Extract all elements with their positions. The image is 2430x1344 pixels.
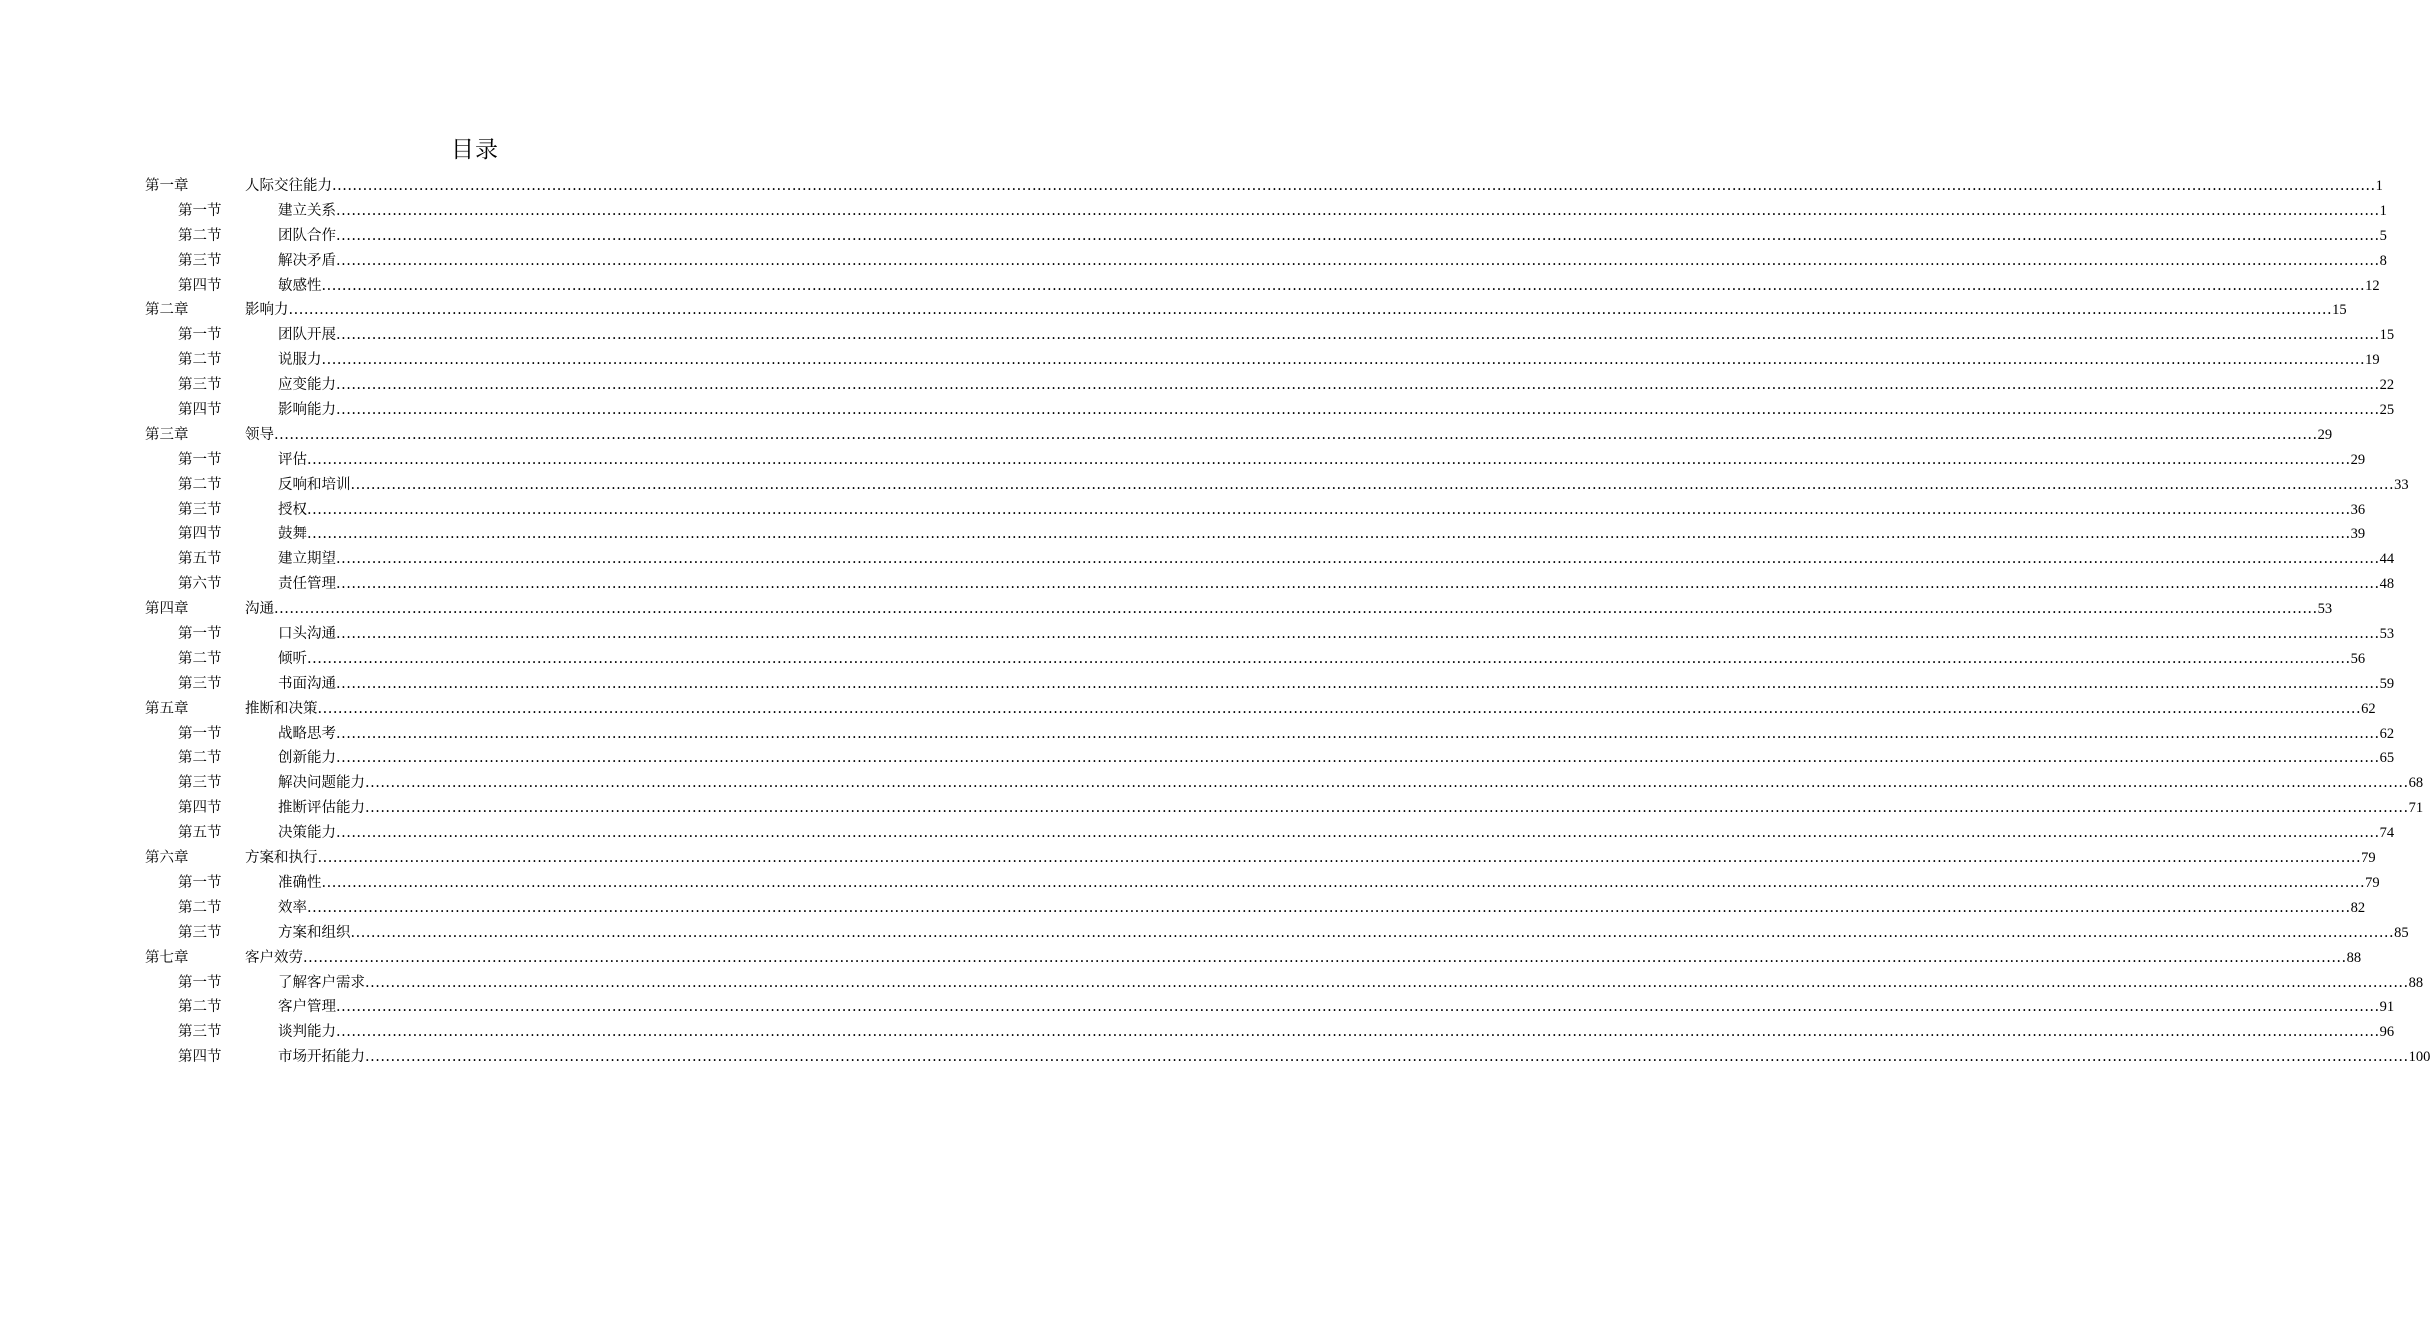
toc-section-entry[interactable] <box>0 448 2366 473</box>
entry-main <box>278 746 2395 771</box>
entry-label: 第一节 <box>178 451 222 468</box>
toc-chapter-entry[interactable] <box>0 597 2333 622</box>
entry-page-number[interactable]: 36 <box>2350 501 2366 518</box>
page-title: 目录 <box>451 137 499 163</box>
entry-page-number[interactable]: 88 <box>2346 949 2362 966</box>
entry-main <box>278 796 2424 821</box>
toc-section-entry[interactable] <box>0 622 2395 647</box>
dot-leader: ................................................................................................................................................................................................................................................................................................................................................................................................................ <box>274 426 2318 443</box>
entry-page-number[interactable]: 62 <box>2361 700 2376 717</box>
dot-leader: ................................................................................................................................................................................................................................................................................................................................................................................................................ <box>288 302 2333 319</box>
entry-title[interactable]: 方案和执行 <box>245 850 318 867</box>
dot-leader: ................................................................................................................................................................................................................................................................................................................................................................................................................ <box>336 402 2380 419</box>
entry-label: 第三节 <box>178 252 222 269</box>
toc-section-entry[interactable] <box>0 249 2387 274</box>
toc-section-entry[interactable] <box>0 647 2366 672</box>
entry-page-number[interactable]: 79 <box>2365 874 2380 891</box>
dot-leader: ................................................................................................................................................................................................................................................................................................................................................................................................................ <box>336 626 2380 643</box>
entry-label: 第一节 <box>178 874 222 891</box>
entry-page-number[interactable]: 59 <box>2379 675 2395 692</box>
entry-main <box>245 174 2383 199</box>
entry-main <box>278 995 2395 1020</box>
entry-main <box>278 199 2387 224</box>
entry-title[interactable]: 影响力 <box>245 302 289 319</box>
dot-leader: ................................................................................................................................................................................................................................................................................................................................................................................................................ <box>336 202 2380 219</box>
entry-main <box>278 498 2366 523</box>
dot-leader: ................................................................................................................................................................................................................................................................................................................................................................................................................ <box>365 1049 2409 1066</box>
entry-title[interactable]: 倾听 <box>278 650 307 667</box>
entry-main <box>245 697 2376 722</box>
entry-page-number[interactable]: 1 <box>2379 202 2387 219</box>
toc-chapter-entry[interactable] <box>0 298 2347 323</box>
dot-leader: ................................................................................................................................................................................................................................................................................................................................................................................................................ <box>350 476 2395 493</box>
entry-page-number[interactable]: 15 <box>2379 327 2395 344</box>
entry-page-number[interactable]: 65 <box>2379 750 2395 767</box>
entry-title[interactable]: 战略思考 <box>278 725 336 742</box>
entry-main <box>278 722 2395 747</box>
entry-page-number[interactable]: 22 <box>2379 377 2395 394</box>
toc-section-entry[interactable] <box>0 921 2409 946</box>
toc-chapter-entry[interactable] <box>0 697 2376 722</box>
entry-main <box>278 921 2409 946</box>
entry-label: 第四节 <box>178 277 222 294</box>
entry-label: 第二节 <box>178 476 222 493</box>
entry-page-number[interactable]: 91 <box>2379 999 2395 1016</box>
toc-section-entry[interactable] <box>0 796 2424 821</box>
entry-label: 第六节 <box>178 576 222 593</box>
entry-main <box>278 971 2424 996</box>
entry-main <box>278 1020 2395 1045</box>
toc-chapter-entry[interactable] <box>0 174 2383 199</box>
entry-label: 第四节 <box>178 1049 222 1066</box>
toc-section-entry[interactable] <box>0 199 2387 224</box>
toc-section-entry[interactable] <box>0 572 2395 597</box>
entry-title[interactable]: 决策能力 <box>278 825 336 842</box>
entry-main <box>245 423 2333 448</box>
entry-main <box>278 896 2366 921</box>
entry-title[interactable]: 责任管理 <box>278 576 336 593</box>
entry-label: 第四节 <box>178 526 222 543</box>
entry-label: 第一节 <box>178 327 222 344</box>
entry-main <box>245 597 2333 622</box>
entry-title[interactable]: 解决问题能力 <box>278 775 365 792</box>
entry-title[interactable]: 敏感性 <box>278 277 322 294</box>
entry-label: 第四节 <box>178 800 222 817</box>
toc-section-entry[interactable] <box>0 821 2395 846</box>
entry-main <box>278 771 2424 796</box>
entry-label: 第二节 <box>178 999 222 1016</box>
dot-leader: ................................................................................................................................................................................................................................................................................................................................................................................................................ <box>336 576 2380 593</box>
entry-page-number[interactable]: 19 <box>2365 352 2380 369</box>
dot-leader: ................................................................................................................................................................................................................................................................................................................................................................................................................ <box>336 327 2380 344</box>
entry-main <box>278 547 2395 572</box>
entry-main <box>278 473 2409 498</box>
entry-page-number[interactable]: 71 <box>2408 800 2424 817</box>
toc-section-entry[interactable] <box>0 274 2380 299</box>
entry-main <box>278 274 2380 299</box>
entry-main <box>278 672 2395 697</box>
entry-label: 第三节 <box>178 775 222 792</box>
entry-title[interactable]: 授权 <box>278 501 307 518</box>
dot-leader: ................................................................................................................................................................................................................................................................................................................................................................................................................ <box>307 501 2351 518</box>
entry-main <box>245 846 2376 871</box>
entry-main <box>278 398 2395 423</box>
entry-title[interactable]: 应变能力 <box>278 377 336 394</box>
dot-leader: ................................................................................................................................................................................................................................................................................................................................................................................................................ <box>336 551 2380 568</box>
entry-label: 第三节 <box>178 1024 222 1041</box>
entry-page-number[interactable]: 25 <box>2379 402 2395 419</box>
toc-section-entry[interactable] <box>0 722 2395 747</box>
toc-section-entry[interactable] <box>0 473 2409 498</box>
entry-label: 第一节 <box>178 202 222 219</box>
entry-page-number[interactable]: 8 <box>2379 252 2387 269</box>
entry-title[interactable]: 谈判能力 <box>278 1024 336 1041</box>
toc-section-entry[interactable] <box>0 995 2395 1020</box>
toc-chapter-entry[interactable] <box>0 846 2376 871</box>
dot-leader: ................................................................................................................................................................................................................................................................................................................................................................................................................ <box>303 949 2347 966</box>
entry-title[interactable]: 反响和培训 <box>278 476 351 493</box>
entry-page-number[interactable]: 85 <box>2394 924 2409 941</box>
entry-label: 第二节 <box>178 352 222 369</box>
entry-label: 第四章 <box>145 601 189 618</box>
toc-section-entry[interactable] <box>0 224 2387 249</box>
entry-page-number[interactable]: 88 <box>2408 974 2424 991</box>
entry-main <box>278 373 2395 398</box>
entry-title[interactable]: 创新能力 <box>278 750 336 767</box>
entry-page-number[interactable]: 33 <box>2394 476 2409 493</box>
toc-chapter-entry[interactable] <box>0 423 2333 448</box>
entry-label: 第二节 <box>178 227 222 244</box>
entry-label: 第五章 <box>145 700 189 717</box>
entry-page-number[interactable]: 44 <box>2379 551 2395 568</box>
entry-page-number[interactable]: 48 <box>2379 576 2395 593</box>
toc-section-entry[interactable] <box>0 323 2395 348</box>
entry-page-number[interactable]: 100 <box>2408 1049 2430 1066</box>
toc-section-entry[interactable] <box>0 373 2395 398</box>
entry-title[interactable]: 客户效劳 <box>245 949 303 966</box>
dot-leader: ................................................................................................................................................................................................................................................................................................................................................................................................................ <box>365 800 2409 817</box>
entry-title[interactable]: 团队开展 <box>278 327 336 344</box>
dot-leader: ................................................................................................................................................................................................................................................................................................................................................................................................................ <box>321 277 2366 294</box>
entry-title[interactable]: 客户管理 <box>278 999 336 1016</box>
entry-label: 第六章 <box>145 850 189 867</box>
entry-page-number[interactable]: 15 <box>2332 302 2347 319</box>
entry-label: 第三节 <box>178 924 222 941</box>
entry-main <box>278 224 2387 249</box>
dot-leader: ................................................................................................................................................................................................................................................................................................................................................................................................................ <box>336 377 2380 394</box>
entry-main <box>278 522 2366 547</box>
dot-leader: ................................................................................................................................................................................................................................................................................................................................................................................................................ <box>307 526 2351 543</box>
entry-title[interactable]: 方案和组织 <box>278 924 351 941</box>
entry-title[interactable]: 口头沟通 <box>278 626 336 643</box>
dot-leader: ................................................................................................................................................................................................................................................................................................................................................................................................................ <box>321 874 2366 891</box>
entry-title[interactable]: 鼓舞 <box>278 526 307 543</box>
entry-title[interactable]: 准确性 <box>278 874 322 891</box>
entry-main <box>278 323 2395 348</box>
entry-title[interactable]: 解决矛盾 <box>278 252 336 269</box>
entry-page-number[interactable]: 12 <box>2365 277 2380 294</box>
dot-leader: ................................................................................................................................................................................................................................................................................................................................................................................................................ <box>321 352 2366 369</box>
dot-leader: ................................................................................................................................................................................................................................................................................................................................................................................................................ <box>307 650 2351 667</box>
entry-title[interactable]: 团队合作 <box>278 227 336 244</box>
toc-section-entry[interactable] <box>0 398 2395 423</box>
dot-leader: ................................................................................................................................................................................................................................................................................................................................................................................................................ <box>365 974 2409 991</box>
entry-label: 第四节 <box>178 402 222 419</box>
dot-leader: ................................................................................................................................................................................................................................................................................................................................................................................................................ <box>365 775 2409 792</box>
entry-page-number[interactable]: 29 <box>2350 451 2366 468</box>
toc-section-entry[interactable] <box>0 896 2366 921</box>
entry-title[interactable]: 评估 <box>278 451 307 468</box>
toc-section-entry[interactable] <box>0 771 2424 796</box>
entry-page-number[interactable]: 62 <box>2379 725 2395 742</box>
entry-label: 第一章 <box>145 178 189 194</box>
dot-leader: ................................................................................................................................................................................................................................................................................................................................................................................................................ <box>350 924 2395 941</box>
toc-section-entry[interactable] <box>0 746 2395 771</box>
entry-main <box>278 622 2395 647</box>
dot-leader: ................................................................................................................................................................................................................................................................................................................................................................................................................ <box>274 601 2318 618</box>
entry-label: 第一节 <box>178 974 222 991</box>
dot-leader: ................................................................................................................................................................................................................................................................................................................................................................................................................ <box>307 451 2351 468</box>
entry-title[interactable]: 沟通 <box>245 601 274 618</box>
entry-main <box>278 647 2366 672</box>
entry-title[interactable]: 了解客户需求 <box>278 974 365 991</box>
entry-page-number[interactable]: 74 <box>2379 825 2395 842</box>
entry-label: 第五节 <box>178 551 222 568</box>
entry-label: 第三章 <box>145 426 189 443</box>
entry-title[interactable]: 效率 <box>278 899 307 916</box>
entry-main <box>278 821 2395 846</box>
dot-leader: ................................................................................................................................................................................................................................................................................................................................................................................................................ <box>336 999 2380 1016</box>
entry-page-number[interactable]: 82 <box>2350 899 2366 916</box>
entry-label: 第五节 <box>178 825 222 842</box>
toc-section-entry[interactable] <box>0 1045 2430 1070</box>
entry-title[interactable]: 领导 <box>245 426 274 443</box>
entry-main <box>278 249 2387 274</box>
entry-title[interactable]: 人际交往能力 <box>245 178 332 194</box>
entry-main <box>278 448 2366 473</box>
entry-page-number[interactable]: 96 <box>2379 1024 2395 1041</box>
entry-page-number[interactable]: 5 <box>2379 227 2387 244</box>
entry-label: 第一节 <box>178 626 222 643</box>
entry-page-number[interactable]: 56 <box>2350 650 2366 667</box>
entry-title[interactable]: 市场开拓能力 <box>278 1049 365 1066</box>
entry-title[interactable]: 说服力 <box>278 352 322 369</box>
dot-leader: ................................................................................................................................................................................................................................................................................................................................................................................................................ <box>336 1024 2380 1041</box>
entry-label: 第二章 <box>145 302 189 319</box>
entry-main <box>245 946 2362 971</box>
entry-label: 第七章 <box>145 949 189 966</box>
toc-section-entry[interactable] <box>0 547 2395 572</box>
toc-section-entry[interactable] <box>0 1020 2395 1045</box>
entry-label: 第二节 <box>178 650 222 667</box>
entry-title[interactable]: 建立期望 <box>278 551 336 568</box>
dot-leader: ................................................................................................................................................................................................................................................................................................................................................................................................................ <box>336 725 2380 742</box>
toc-section-entry[interactable] <box>0 971 2424 996</box>
entry-main <box>278 1045 2430 1070</box>
toc-chapter-entry[interactable] <box>0 946 2362 971</box>
entry-title[interactable]: 书面沟通 <box>278 675 336 692</box>
entry-main <box>278 572 2395 597</box>
entry-label: 第三节 <box>178 675 222 692</box>
dot-leader: ................................................................................................................................................................................................................................................................................................................................................................................................................ <box>317 700 2362 717</box>
dot-leader: ................................................................................................................................................................................................................................................................................................................................................................................................................ <box>336 227 2380 244</box>
dot-leader: ................................................................................................................................................................................................................................................................................................................................................................................................................ <box>307 899 2351 916</box>
toc-section-entry[interactable] <box>0 672 2395 697</box>
toc-list <box>0 174 2430 1070</box>
toc-section-entry[interactable] <box>0 522 2366 547</box>
toc-section-entry[interactable] <box>0 498 2366 523</box>
entry-label: 第二节 <box>178 750 222 767</box>
entry-page-number[interactable]: 79 <box>2361 850 2376 867</box>
entry-main <box>245 298 2347 323</box>
entry-page-number[interactable]: 53 <box>2317 601 2333 618</box>
entry-label: 第三节 <box>178 501 222 518</box>
entry-main <box>278 348 2380 373</box>
dot-leader: ................................................................................................................................................................................................................................................................................................................................................................................................................ <box>336 675 2380 692</box>
entry-main <box>278 871 2380 896</box>
entry-label: 第三节 <box>178 377 222 394</box>
dot-leader: ................................................................................................................................................................................................................................................................................................................................................................................................................ <box>336 825 2380 842</box>
entry-label: 第二节 <box>178 899 222 916</box>
dot-leader: ................................................................................................................................................................................................................................................................................................................................................................................................................ <box>336 252 2380 269</box>
entry-page-number[interactable]: 53 <box>2379 626 2395 643</box>
entry-page-number[interactable]: 39 <box>2350 526 2366 543</box>
toc-section-entry[interactable] <box>0 871 2380 896</box>
entry-title[interactable]: 推断评估能力 <box>278 800 365 817</box>
entry-label: 第一节 <box>178 725 222 742</box>
toc-section-entry[interactable] <box>0 348 2380 373</box>
entry-title[interactable]: 影响能力 <box>278 402 336 419</box>
entry-page-number[interactable]: 1 <box>2375 178 2383 194</box>
entry-title[interactable]: 建立关系 <box>278 202 336 219</box>
dot-leader: ................................................................................................................................................................................................................................................................................................................................................................................................................ <box>332 178 2376 194</box>
entry-page-number[interactable]: 29 <box>2317 426 2333 443</box>
dot-leader: ................................................................................................................................................................................................................................................................................................................................................................................................................ <box>317 850 2362 867</box>
entry-page-number[interactable]: 68 <box>2408 775 2424 792</box>
entry-title[interactable]: 推断和决策 <box>245 700 318 717</box>
dot-leader: ................................................................................................................................................................................................................................................................................................................................................................................................................ <box>336 750 2380 767</box>
